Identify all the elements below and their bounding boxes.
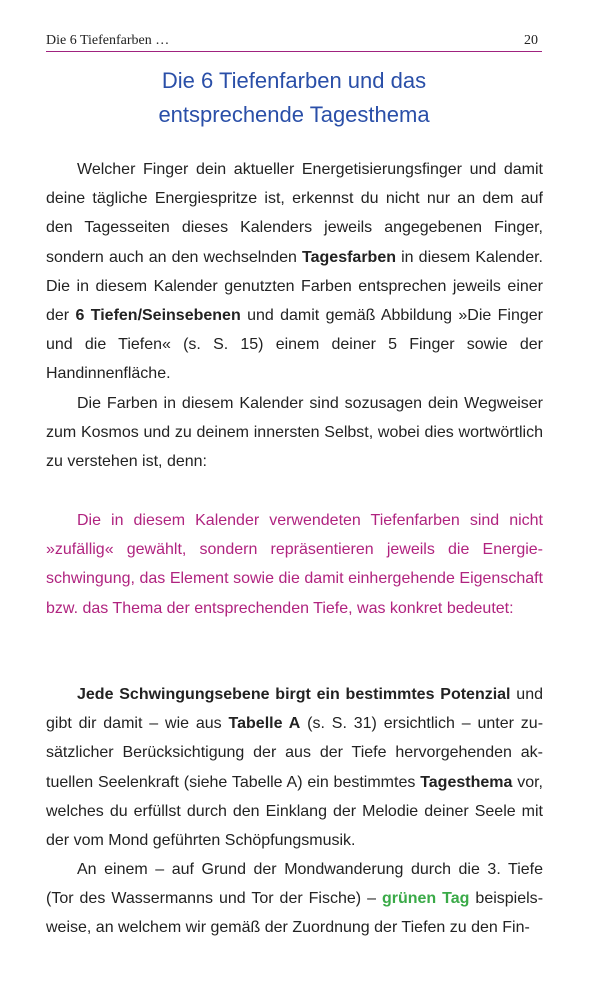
paragraph-1-text-a: Welcher Finger dein aktueller Energetisierungsfinger und damit deine tägliche Energiespritze ist, erkennst du nicht nur an dem auf den Tagesseiten dieses Kalenders jeweils angegebenen Finger, sondern auch an den wechselnden xyxy=(46,161,543,266)
paragraph-5 xyxy=(46,855,543,943)
highlight-paragraph-text: Die in diesem Kalender verwendeten Tiefenfarben sind nicht »zufällig« gewählt, sondern repräsentieren jeweils die Energieschwingung, das Element sowie die damit einhergehende Eigenschaft bzw. das Thema der entsprechenden Tiefe, was konkret bedeutet: xyxy=(46,512,543,617)
term-tabelle-a: Tabelle A xyxy=(228,715,301,733)
term-6-tiefen: 6 Tiefen/Seinsebenen xyxy=(75,307,241,325)
page-number: 20 xyxy=(524,33,538,48)
paragraph-2 xyxy=(46,389,543,477)
paragraph-5-text-c: beispielsweise, an welchem wir gemäß der Zuordnung der Tiefen zu den Fin- xyxy=(46,890,544,937)
term-tagesthema: Tagesthema xyxy=(420,773,513,791)
running-head-title: Die 6 Tiefenfarben … xyxy=(46,33,170,48)
term-gruenen-tag: grünen Tag xyxy=(381,890,470,908)
term-tagesfarben: Tagesfarben xyxy=(302,248,396,266)
paragraph-4 xyxy=(46,680,543,855)
heading-line-2: entsprechende Tagesthema xyxy=(158,102,430,127)
paragraph-1-text-e: und damit gemäß Abbildung »Die Finger und die Tiefen« (s. S. 15) einem deiner 5 Finger sowie der Handinnenfläche. xyxy=(46,307,543,383)
paragraph-1 xyxy=(46,155,543,389)
running-head xyxy=(46,31,542,52)
paragraph-2-text: Die Farben in diesem Kalender sind sozusagen dein Wegweiser zum Kosmos und zu deinem innersten Selbst, wobei dies wortwörtlich zu verstehen ist, denn: xyxy=(46,395,543,471)
paragraph-4-text-b: und gibt dir damit – wie aus xyxy=(46,686,544,733)
heading-line-1: Die 6 Tiefenfarben und das xyxy=(161,68,427,93)
highlight-paragraph xyxy=(46,506,543,623)
paragraph-1-text-c: in diesem Kalender. Die in diesem Kalender genutzten Farben entsprechen jeweils einer der xyxy=(46,248,543,325)
paragraph-4-text-d: (s. S. 31) ersichtlich – unter zusätzlicher Berücksichtigung der aus der Tiefe hervorgehenden aktuellen Seelenkraft (siehe Tabelle A) ein bestimmtes xyxy=(46,715,544,791)
page-heading xyxy=(46,64,542,132)
lead-statement: Jede Schwingungsebene birgt ein bestimmtes Potenzial xyxy=(77,686,511,703)
paragraph-5-text-a: An einem – auf Grund der Mondwanderung durch die 3. Tiefe (Tor des Wassermanns und Tor der Fische) – xyxy=(46,861,543,908)
paragraph-4-text-f: vor, welches du erfüllst durch den Einklang der Melodie deiner Seele mit der vom Mond geführten Schöpfungsmusik. xyxy=(46,773,543,850)
